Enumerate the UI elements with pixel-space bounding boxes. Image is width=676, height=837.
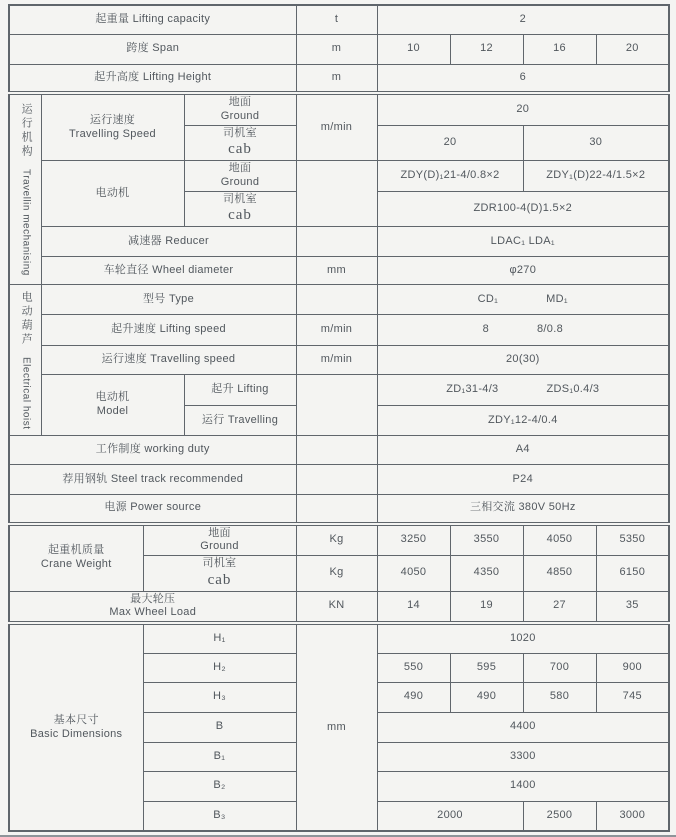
cab-label-zh: 司机室 — [202, 557, 237, 569]
reducer-unit-empty — [296, 227, 377, 257]
steel-track-value: P24 — [377, 465, 669, 495]
dimension-h2-value-1: 550 — [377, 653, 450, 682]
hoist-type-unit-empty — [296, 285, 377, 315]
hoist-type-value — [377, 285, 669, 315]
ground-label-en: Ground — [220, 175, 260, 188]
steel-track-unit-empty — [296, 465, 377, 495]
hoist-lifting-speed-value-1: 8 — [482, 323, 490, 336]
section-travelling-en: Travellin mechanising — [20, 169, 32, 276]
crane-weight-ground-value-2: 3550 — [450, 524, 523, 556]
dimension-h1-label: H₁ — [143, 623, 296, 653]
hoist-motor-lifting-value-1: ZD₁31-4/3 — [446, 383, 499, 396]
ground-label-en: Ground — [220, 109, 260, 122]
hoist-travelling-speed-unit: m/min — [296, 346, 377, 375]
max-wheel-load-value-1: 14 — [377, 591, 450, 623]
crane-weight-label — [9, 524, 143, 592]
crane-weight-ground-label — [143, 524, 296, 556]
travelling-speed-cab-label — [184, 125, 296, 161]
travelling-speed-label-zh: 运行速度 — [89, 113, 136, 126]
reducer-value: LDAC₁ LDA₁ — [377, 227, 669, 257]
crane-weight-cab-value-4: 6150 — [596, 556, 669, 592]
span-label: 跨度 Span — [9, 34, 296, 64]
dimension-b3-value-2: 2500 — [523, 801, 596, 831]
dimension-b1-label: B₁ — [143, 742, 296, 771]
cab-label-en: cab — [207, 571, 232, 588]
hoist-lifting-speed-value-2: 8/0.8 — [537, 323, 563, 336]
crane-weight-cab-value-2: 4350 — [450, 556, 523, 592]
dimension-b-label: B — [143, 712, 296, 742]
section-travelling-zh: 运行机构 — [20, 103, 33, 160]
crane-weight-cab-value-1: 4050 — [377, 556, 450, 592]
wheel-diameter-value: φ270 — [377, 257, 669, 285]
travelling-motor-cab-value: ZDR100-4(D)1.5×2 — [377, 191, 669, 227]
hoist-lifting-speed-value — [377, 315, 669, 346]
hoist-type-value-2: MD₁ — [546, 292, 568, 305]
basic-dimensions-label-zh: 基本尺寸 — [53, 713, 99, 726]
dimension-h3-value-3: 580 — [523, 682, 596, 712]
hoist-motor-travelling-value: ZDY₁12-4/0.4 — [377, 406, 669, 436]
wheel-diameter-unit: mm — [296, 257, 377, 285]
span-value-2: 12 — [450, 34, 523, 64]
travelling-speed-ground-value: 20 — [377, 93, 669, 125]
power-source-value: 三相交流 380V 50Hz — [377, 495, 669, 524]
working-duty-label: 工作制度 working duty — [9, 436, 296, 465]
ground-label-zh: 地面 — [228, 96, 252, 108]
max-wheel-load-label-en: Max Wheel Load — [109, 606, 197, 619]
hoist-motor-travelling-label: 运行 Travelling — [184, 406, 296, 436]
hoist-travelling-speed-value: 20(30) — [377, 346, 669, 375]
reducer-label: 减速器 Reducer — [41, 227, 296, 257]
dimension-b1-value: 3300 — [377, 742, 669, 771]
dimension-h2-value-4: 900 — [596, 653, 669, 682]
hoist-motor-lifting-value-2: ZDS₁0.4/3 — [546, 383, 600, 396]
crane-weight-cab-label — [143, 556, 296, 592]
dimension-b2-label: B₂ — [143, 771, 296, 801]
cab-label-zh: 司机室 — [223, 126, 257, 139]
basic-dimensions-label-en: Basic Dimensions — [30, 727, 123, 740]
power-source-label: 电源 Power source — [9, 495, 296, 524]
travelling-speed-label — [41, 93, 184, 161]
hoist-motor-unit-empty — [296, 375, 377, 436]
max-wheel-load-unit: KN — [296, 591, 377, 623]
travelling-motor-ground-value-1: ZDY(D)₁21-4/0.8×2 — [377, 161, 523, 192]
lifting-capacity-label: 起重量 Lifting capacity — [9, 5, 296, 34]
dimension-h3-value-1: 490 — [377, 682, 450, 712]
lifting-capacity-unit: t — [296, 5, 377, 34]
hoist-lifting-speed-unit: m/min — [296, 315, 377, 346]
crane-weight-cab-value-3: 4850 — [523, 556, 596, 592]
steel-track-label: 荐用钢轨 Steel track recommended — [9, 465, 296, 495]
dimension-b2-value: 1400 — [377, 771, 669, 801]
ground-label-zh: 地面 — [208, 526, 231, 539]
working-duty-value: A4 — [377, 436, 669, 465]
hoist-motor-label — [41, 375, 184, 436]
hoist-type-label: 型号 Type — [41, 285, 296, 315]
travelling-speed-label-en: Travelling Speed — [69, 127, 156, 140]
travelling-motor-ground-label — [184, 161, 296, 192]
crane-weight-label-zh: 起重机质量 — [48, 544, 105, 557]
hoist-type-value-1: CD₁ — [477, 292, 499, 305]
hoist-travelling-speed-label: 运行速度 Travelling speed — [41, 346, 296, 375]
travelling-speed-cab-value-1: 20 — [377, 125, 523, 161]
span-unit: m — [296, 34, 377, 64]
crane-weight-cab-unit: Kg — [296, 556, 377, 592]
span-value-1: 10 — [377, 34, 450, 64]
crane-spec-table — [8, 4, 670, 832]
travelling-motor-unit-empty — [296, 161, 377, 227]
lifting-height-unit: m — [296, 64, 377, 93]
section-travelling-mechanism — [9, 93, 41, 285]
dimension-b3-value-3: 3000 — [596, 801, 669, 831]
travelling-motor-cab-label — [184, 191, 296, 227]
section-hoist-zh: 电动葫芦 — [20, 290, 33, 347]
max-wheel-load-value-2: 19 — [450, 591, 523, 623]
dimension-b3-label: B₃ — [143, 801, 296, 831]
section-hoist-en: Electrical hoist — [20, 356, 32, 430]
dimension-b-value: 4400 — [377, 712, 669, 742]
max-wheel-load-value-3: 27 — [523, 591, 596, 623]
power-source-unit-empty — [296, 495, 377, 524]
cab-label-en: cab — [228, 141, 252, 158]
dimension-h3-value-4: 745 — [596, 682, 669, 712]
travelling-speed-cab-value-2: 30 — [523, 125, 669, 161]
crane-weight-ground-value-3: 4050 — [523, 524, 596, 556]
span-value-3: 16 — [523, 34, 596, 64]
max-wheel-load-label — [9, 591, 296, 623]
cab-label-zh: 司机室 — [223, 192, 257, 205]
travelling-motor-ground-value-2: ZDY₁(D)22-4/1.5×2 — [523, 161, 669, 192]
hoist-motor-label-en: Model — [96, 405, 129, 417]
dimension-b3-value-1: 2000 — [377, 801, 523, 831]
dimension-h2-value-2: 595 — [450, 653, 523, 682]
dimension-h2-value-3: 700 — [523, 653, 596, 682]
wheel-diameter-label: 车轮直径 Wheel diameter — [41, 257, 296, 285]
max-wheel-load-label-zh: 最大轮压 — [130, 592, 176, 605]
hoist-lifting-speed-label: 起升速度 Lifting speed — [41, 315, 296, 346]
ground-label-zh: 地面 — [228, 162, 252, 174]
lifting-height-label: 起升高度 Lifting Height — [9, 64, 296, 93]
dimension-h3-value-2: 490 — [450, 682, 523, 712]
section-electrical-hoist — [9, 285, 41, 436]
travelling-speed-ground-label — [184, 93, 296, 125]
cab-label-en: cab — [228, 207, 252, 224]
travelling-speed-unit: m/min — [296, 93, 377, 161]
working-duty-unit-empty — [296, 436, 377, 465]
lifting-capacity-value: 2 — [377, 5, 669, 34]
dimension-h2-label: H₂ — [143, 653, 296, 682]
crane-weight-ground-value-1: 3250 — [377, 524, 450, 556]
lifting-height-value: 6 — [377, 64, 669, 93]
dimension-h1-value: 1020 — [377, 623, 669, 653]
travelling-motor-label: 电动机 — [41, 161, 184, 227]
span-value-4: 20 — [596, 34, 669, 64]
dimension-h3-label: H₃ — [143, 682, 296, 712]
crane-weight-ground-value-4: 5350 — [596, 524, 669, 556]
basic-dimensions-unit: mm — [296, 623, 377, 831]
basic-dimensions-label — [9, 623, 143, 831]
ground-label-en: Ground — [200, 540, 239, 553]
hoist-motor-lifting-label: 起升 Lifting — [184, 375, 296, 406]
hoist-motor-label-zh: 电动机 — [95, 391, 130, 404]
max-wheel-load-value-4: 35 — [596, 591, 669, 623]
hoist-motor-lifting-value — [377, 375, 669, 406]
crane-weight-ground-unit: Kg — [296, 524, 377, 556]
crane-weight-label-en: Crane Weight — [40, 558, 112, 570]
